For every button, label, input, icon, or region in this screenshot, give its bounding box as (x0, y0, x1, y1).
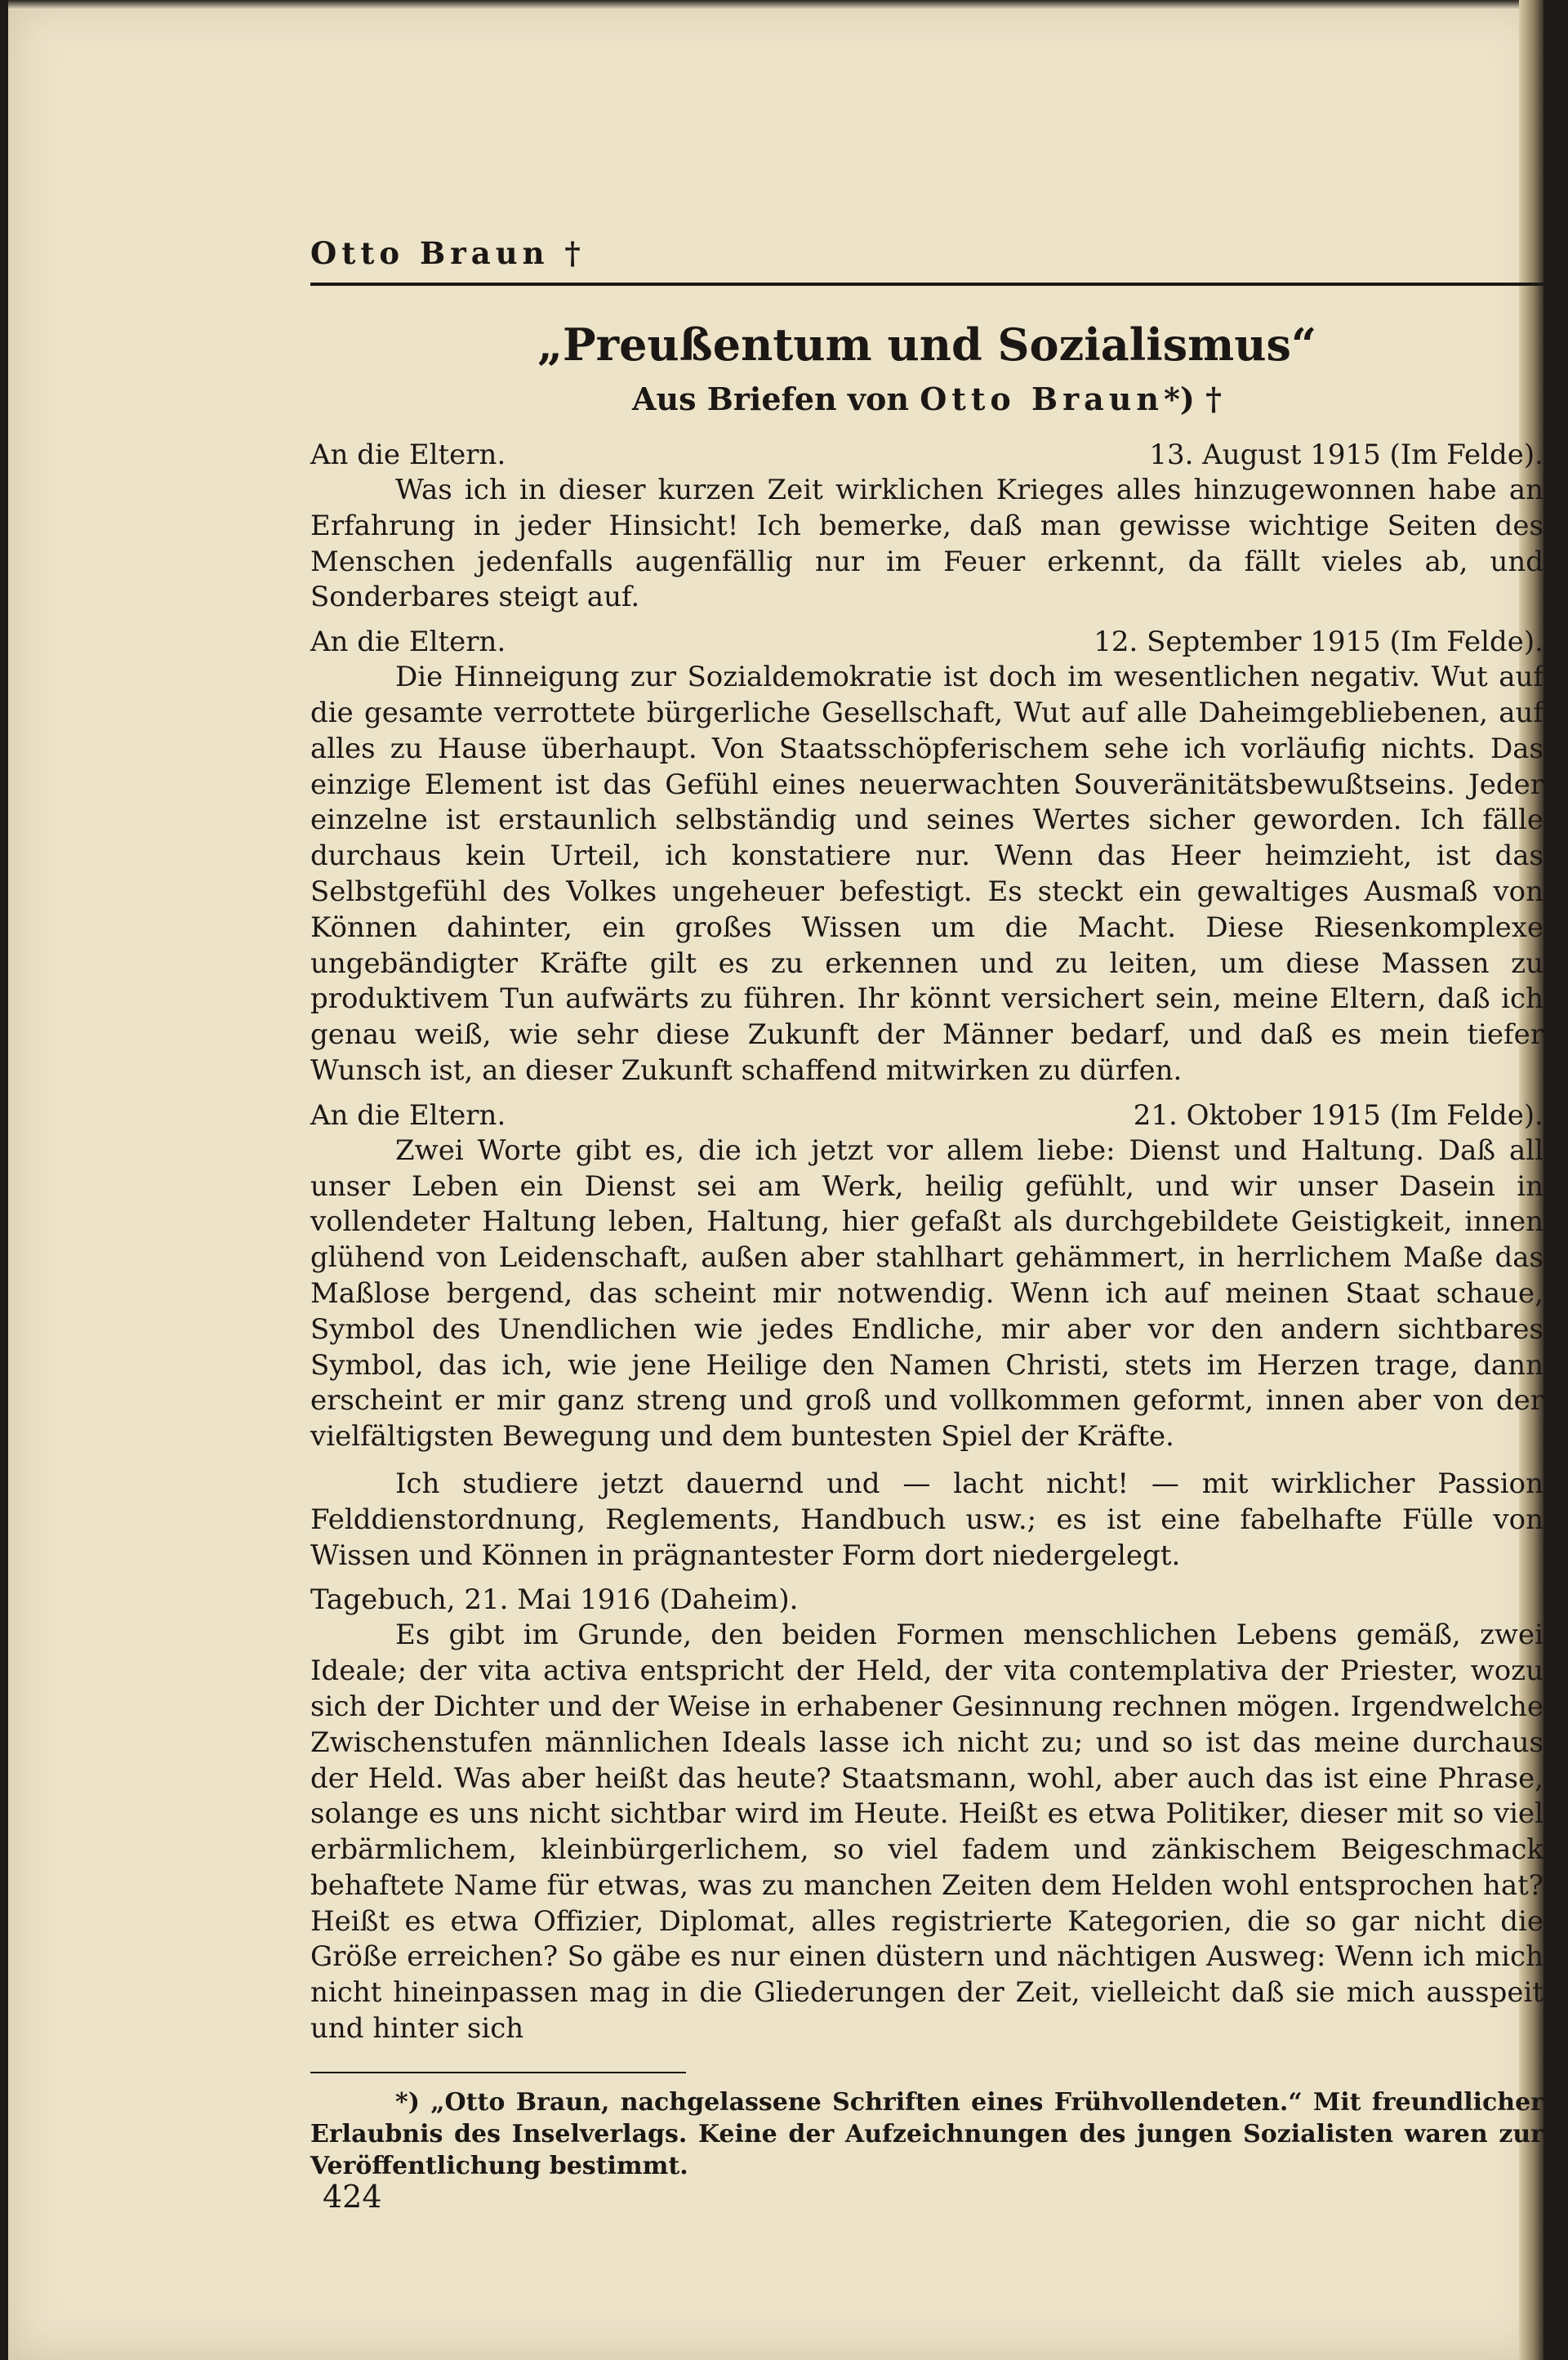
subtitle-prefix: Aus Briefen von (632, 381, 920, 417)
book-page (8, 0, 1544, 2360)
page-top-edge (8, 0, 1544, 10)
subtitle-footnote-mark: *) † (1164, 381, 1222, 417)
entry-date: 13. August 1915 (Im Felde). (1149, 439, 1544, 471)
entry-heading (310, 1098, 1544, 1133)
footnote-rule (310, 2072, 686, 2073)
article-title: „Preußentum und Sozialismus“ (537, 318, 1317, 371)
diary-entry (310, 1582, 1544, 2047)
entry-paragraph: Die Hinneigung zur Sozialdemokratie ist doch im wesentlichen negativ. Wut auf die gesamte verrottete bürgerliche Gesellschaft, Wut auf alle Daheimgebliebenen, auf alles zu Hause überhaupt. Von Staatsschöpferischem sehe ich vorläufig nichts. Das einzige Element ist das Gefühl eines neuerwachten Souveränitätsbewußtseins. Jeder einzelne ist erstaunlich selbständig und seines Wertes sicher geworden. Ich fälle durchaus kein Urteil, ich konstatiere nur. Wenn das Heer heimzieht, ist das Selbstgefühl des Volkes ungeheuer befestigt. Es steckt ein gewaltiges Ausmaß von Können dahinter, ein großes Wissen um die Macht. Diese Riesenkomplexe ungebändigter Kräfte gilt es zu erkennen und zu leiten, um diese Massen zu produktivem Tun aufwärts zu führen. Ihr könnt versichert sein, meine Eltern, daß ich genau weiß, wie sehr diese Zukunft der Männer bedarf, und daß es mein tiefer Wunsch ist, an dieser Zukunft schaffend mitwirken zu dürfen. (310, 661, 1544, 1087)
subtitle-author: Otto Braun (920, 381, 1164, 417)
entry-paragraph: Es gibt im Grunde, den beiden Formen menschlichen Lebens gemäß, zwei Ideale; der vita activa entspricht der Held, der vita contemplativa der Priester, wozu sich der Dichter und der Weise in erhabener Gesinnung rechnen mögen. Irgendwelche Zwischenstufen männlichen Ideals lasse ich nicht zu; und so ist das meine durchaus der Held. Was aber heißt das heute? Staatsmann, wohl, aber auch das ist eine Phrase, solange es uns nicht sichtbar wird im Heute. Heißt es etwa Politiker, dieser mit so viel erbärmlichem, kleinbürgerlichem, so viel fadem und zänkischem Beigeschmack behaftete Name für etwas, was zu manchen Zeiten dem Helden wohl entsprochen hat? Heißt es etwa Offizier, Diplomat, alles registrierte Kategorien, die so gar nicht die Größe erreichen? So gäbe es nur einen düstern und nächtigen Ausweg: Wenn ich mich nicht hineinpassen mag in die Gliederungen der Zeit, vielleicht daß sie mich ausspeit und hinter sich (310, 1619, 1544, 2046)
entry-date: 21. Oktober 1915 (Im Felde). (1133, 1098, 1544, 1132)
page-number: 424 (323, 2179, 382, 2215)
entry-heading (310, 624, 1544, 660)
entry-date: 12. September 1915 (Im Felde). (1094, 626, 1544, 659)
entry-heading (310, 1582, 1544, 1618)
footnote: *) „Otto Braun, nachgelassene Schriften eines Frühvollendeten.“ Mit freundlicher Erlaubnis des Inselverlags. Keine der Aufzeichnungen des jungen Sozialisten waren zur Veröffentlichung bestimmt. (310, 2087, 1544, 2180)
letter-entry (310, 437, 1544, 616)
page-content (310, 235, 1544, 2182)
entry-addressee: Tagebuch, 21. Mai 1916 (Daheim). (310, 1583, 799, 1617)
entry-paragraph: Ich studiere jetzt dauernd und — lacht nicht! — mit wirklicher Passion Felddienstordnung, Reglements, Handbuch usw.; es ist eine fabelhafte Fülle von Wissen und Können in prägnantester Form dort niedergelegt. (310, 1467, 1544, 1572)
entry-paragraph: Zwei Worte gibt es, die ich jetzt vor allem liebe: Dienst und Haltung. Daß all unser Leben ein Dienst sei am Werk, heilig gefühlt, und wir unser Dasein in vollendeter Haltung leben, Haltung, hier gefaßt als durchgebildete Geistigkeit, innen glühend von Leidenschaft, außen aber stahlhart gehämmert, in herrlichem Maße das Maßlose bergend, das scheint mir notwendig. Wenn ich auf meinen Staat schaue, Symbol des Unendlichen wie jedes Endliche, mir aber vor den andern sichtbares Symbol, das ich, wie jene Heilige den Namen Christi, stets im Herzen trage, dann erscheint er mir ganz streng und groß und vollkommen geformt, innen aber von der vielfältigsten Bewegung und dem buntesten Spiel der Kräfte. (310, 1133, 1544, 1454)
entry-heading (310, 437, 1544, 473)
entry-addressee: An die Eltern. (310, 626, 506, 659)
entry-paragraph: Was ich in dieser kurzen Zeit wirklichen Krieges alles hinzugewonnen habe an Erfahrung in jeder Hinsicht! Ich bemerke, daß man gewisse wichtige Seiten des Menschen jedenfalls augenfällig nur im Feuer erkennt, da fällt vieles ab, und Sonderbares steigt auf. (310, 474, 1544, 614)
header-rule (310, 283, 1544, 286)
entry-addressee: An die Eltern. (310, 1098, 506, 1132)
letter-entry (310, 1098, 1544, 1574)
running-head: Otto Braun † (310, 235, 586, 271)
letter-entry (310, 624, 1544, 1089)
entry-addressee: An die Eltern. (310, 439, 506, 471)
article-subtitle (310, 381, 1544, 417)
